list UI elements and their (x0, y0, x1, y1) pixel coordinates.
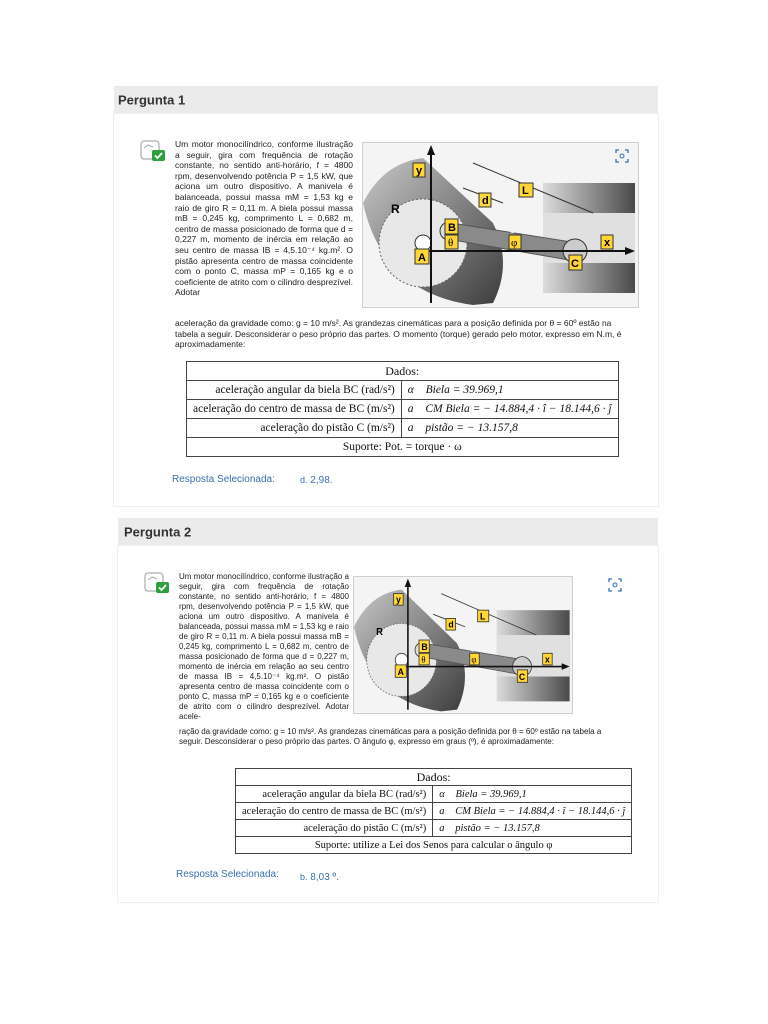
label-phi: φ (471, 654, 477, 665)
table-cell-label: aceleração do pistão C (m/s²) (187, 419, 402, 438)
label-r: R (376, 626, 384, 639)
label-b: B (448, 222, 456, 234)
label-phi: φ (511, 237, 518, 249)
label-x: x (545, 654, 550, 665)
table-cell-value: α⃗ Biela = 39.969,1 (433, 786, 632, 803)
question-1-answer (300, 475, 333, 486)
table-row (187, 419, 619, 438)
table-header: Dados: (236, 769, 632, 786)
question-1-header (114, 86, 658, 114)
table-cell-label: aceleração do pistão C (m/s²) (236, 820, 433, 837)
table-row (236, 786, 632, 803)
answer-value: 8,03 º. (310, 872, 339, 883)
table-cell-value: a⃗ CM Biela = − 14.884,4 · î − 18.144,6 · ĵ (401, 400, 618, 419)
table-support: Suporte: Pot. = torque · ω (187, 438, 619, 457)
table-support: Suporte: utilize a Lei dos Senos para calcular o ângulo φ (236, 837, 632, 854)
question-2-header (118, 518, 658, 546)
label-b: B (421, 641, 428, 653)
label-y: y (396, 594, 401, 605)
question-2-body (118, 546, 658, 902)
answer-letter: b. (300, 872, 308, 882)
label-l: L (480, 611, 486, 622)
label-y: y (416, 165, 423, 177)
table-cell-value: a⃗ pistão = − 13.157,8 (433, 820, 632, 837)
label-d: d (482, 195, 489, 207)
label-r: R (391, 202, 400, 216)
label-a: A (397, 666, 404, 677)
expand-image-icon[interactable] (615, 149, 629, 163)
table-row (187, 400, 619, 419)
question-2-title: Pergunta 2 (124, 524, 192, 540)
question-2-answer (300, 872, 339, 883)
label-c: C (518, 671, 526, 682)
y-axis-arrow (405, 579, 411, 587)
table-cell-label: aceleração do centro de massa de BC (m/s²) (187, 400, 402, 419)
answer-value: 2,98. (310, 475, 333, 486)
table-row (236, 820, 632, 837)
label-cm: CMbie (469, 644, 493, 654)
label-d: d (448, 619, 454, 630)
question-1-statement-rest: aceleração da gravidade como: g = 10 m/s². As grandezas cinemáticas para a posição definida por θ = 60º estão na tabela a seguir. Desconsiderar o peso próprio das partes. O momento (torque) gerado pelo motor, expresso em N.m, é aproximadamente: (175, 318, 622, 350)
label-x: x (604, 237, 611, 249)
question-1-title: Pergunta 1 (118, 92, 186, 108)
question-1-body (114, 114, 658, 506)
table-cell-value: α⃗ Biela = 39.969,1 (401, 381, 618, 400)
slider-crank-diagram (354, 577, 572, 713)
question-1-statement-intro: Um motor monocilíndrico, conforme ilustração a seguir, gira com frequência de rotação constante, no sentido anti-horário, f = 4800 rpm, desenvolvendo potência P = 1,5 kW, que aciona um outro dispositivo. A manivela é balanceada, possui massa mM = 1,53 kg e raio de giro R = 0,11 m. A biela possui massa mB = 0,245 kg, comprimento L = 0,682 m, centro de massa posicionado de forma que d = 0,227 m, momento de inércia em relação ao seu centro de massa IB = 4,5.10⁻⁴ kg.m². O pistão apresenta centro de massa coincidente com o ponto C, massa mP = 0,165 kg e o coeficiente de atrito com o cilindro desprezível. Adotar (175, 139, 353, 298)
question-2-statement-intro: Um motor monocilíndrico, conforme ilustração a seguir, gira com frequência de rotação constante, no sentido anti-horário, f = 4800 rpm, desenvolvendo potência P = 1,5 kW, que aciona um outro dispositivo. A manivela é balanceada, possui massa mM = 1,53 kg e raio de giro R = 0,11 m. A biela possui massa mB = 0,245 kg, comprimento L = 0,682 m, centro de massa posicionado de forma que d = 0,227 m, momento de inércia em relação ao seu centro de massa IB = 4,5.10⁻⁴ kg.m². O pistão apresenta centro de massa coincidente com o ponto C, massa mP = 0,165 kg e o coeficiente de atrito com o cilindro desprezível. Adotar acele- (179, 572, 349, 721)
table-cell-label: aceleração do centro de massa de BC (m/s²) (236, 803, 433, 820)
label-theta: θ (421, 654, 426, 665)
table-cell-value: a⃗ CM Biela = − 14.884,4 · î − 18.144,6 · ĵ (433, 803, 632, 820)
answer-letter: d. (300, 475, 308, 485)
table-row (236, 803, 632, 820)
answered-check-icon (144, 570, 170, 594)
question-2-figure (353, 576, 573, 714)
label-theta: θ (448, 237, 454, 249)
expand-image-icon[interactable] (608, 578, 622, 592)
table-cell-value: a⃗ pistão = − 13.157,8 (401, 419, 618, 438)
question-2-answer-label: Resposta Selecionada: (176, 869, 279, 880)
question-2-data-table (235, 768, 632, 854)
table-header: Dados: (187, 362, 619, 381)
answered-check-icon (140, 138, 166, 162)
slider-crank-diagram (363, 143, 638, 307)
question-2-statement-rest: ração da gravidade como: g = 10 m/s². As grandezas cinemáticas para a posição definida por θ = 60º estão na tabela a seguir. Desconsiderar o peso próprio das partes. O ângulo φ, expresso em graus (º), é aproximadamente: (179, 727, 602, 746)
label-l: L (522, 185, 529, 197)
question-1-answer-label: Resposta Selecionada: (172, 474, 275, 485)
table-row (187, 381, 619, 400)
table-cell-label: aceleração angular da biela BC (rad/s²) (236, 786, 433, 803)
label-c: C (571, 258, 579, 270)
label-cm: CMbie (509, 225, 538, 236)
table-cell-label: aceleração angular da biela BC (rad/s²) (187, 381, 402, 400)
question-1-figure (362, 142, 639, 308)
question-1-data-table (186, 361, 619, 457)
label-a: A (418, 252, 426, 264)
y-axis-arrow (427, 145, 435, 155)
